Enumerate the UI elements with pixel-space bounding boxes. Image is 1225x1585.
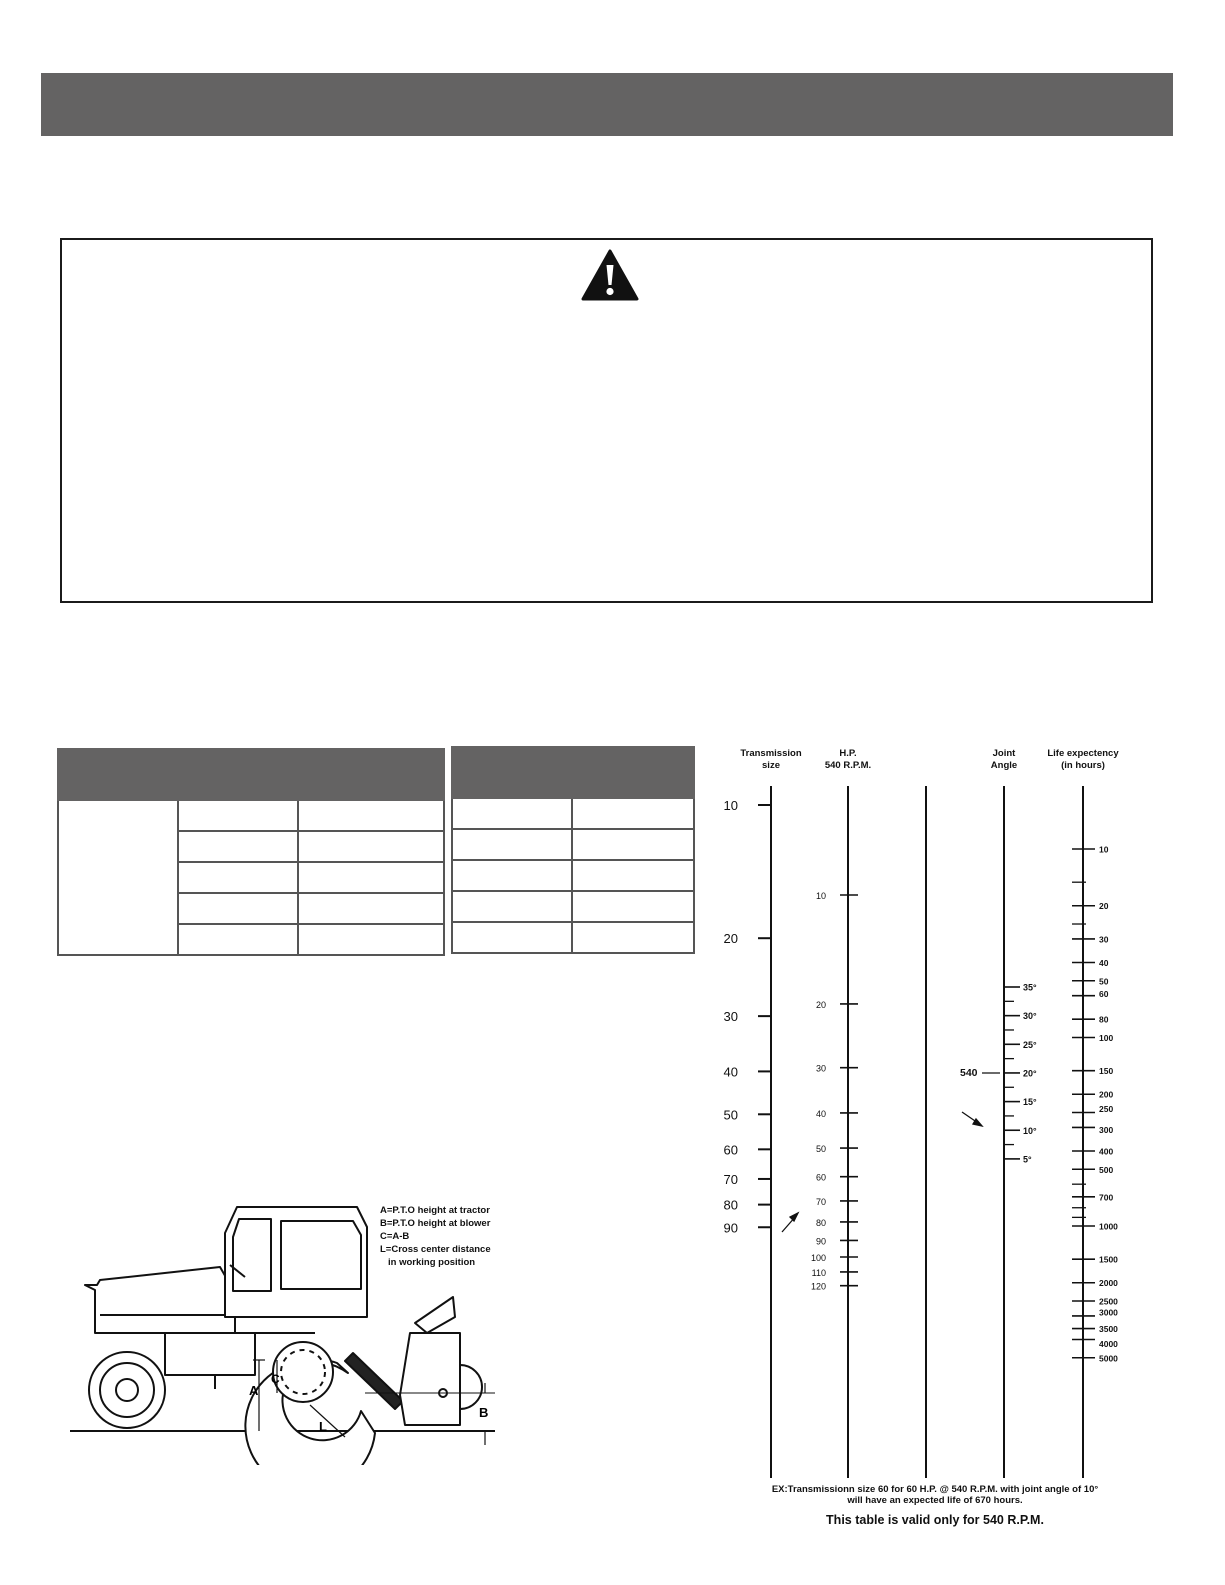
life-tick-label: 80	[1099, 1014, 1109, 1025]
joint-angle-tick-label: 5°	[1023, 1154, 1032, 1165]
life-tick-label: 30	[1099, 934, 1109, 945]
life-tick-label: 10	[1099, 844, 1109, 855]
life-tick-label: 5000	[1099, 1353, 1118, 1364]
joint-angle-tick-label: 20°	[1023, 1068, 1037, 1079]
spec-table-left	[57, 748, 445, 956]
life-tick-label: 250	[1099, 1104, 1114, 1115]
joint-marker-label: 540	[960, 1067, 978, 1079]
header-joint: Joint	[992, 748, 1016, 759]
hp-tick-label: 80	[815, 1217, 826, 1228]
joint-angle-tick-label: 15°	[1023, 1097, 1037, 1108]
transmission-tick-label: 50	[723, 1107, 738, 1123]
legend-l-cont: in working position	[388, 1257, 476, 1268]
life-tick-label: 40	[1099, 957, 1109, 968]
joint-angle-tick-label: 25°	[1023, 1039, 1037, 1050]
transmission-tick-label: 70	[723, 1171, 738, 1187]
hp-tick-label: 10	[815, 891, 826, 901]
label-a: A	[249, 1383, 259, 1398]
hp-tick-label: 120	[810, 1281, 826, 1292]
life-tick-label: 400	[1099, 1146, 1114, 1157]
legend-a: A=P.T.O height at tractor	[380, 1205, 490, 1216]
hp-tick-label: 30	[815, 1063, 826, 1074]
spec-table-right	[451, 746, 695, 954]
life-tick-label: 1000	[1099, 1221, 1118, 1232]
table-row	[452, 829, 694, 860]
transmission-tick-label: 20	[723, 931, 738, 947]
life-tick-label: 500	[1099, 1164, 1114, 1175]
life-tick-label: 300	[1099, 1124, 1114, 1135]
header-transmission: Transmission	[740, 748, 802, 759]
legend-c: C=A-B	[380, 1231, 410, 1242]
blower-body	[400, 1333, 460, 1425]
label-b: B	[479, 1405, 489, 1420]
hp-tick-label: 50	[815, 1144, 826, 1155]
tractor-pto-diagram	[65, 1205, 525, 1465]
header-hp-rpm: 540 R.P.M.	[824, 760, 872, 771]
label-c: C	[271, 1372, 280, 1386]
life-tick-label: 2000	[1099, 1278, 1118, 1289]
joint-angle-tick-label: 30°	[1023, 1011, 1037, 1022]
header-life-hours: (in hours)	[1061, 760, 1105, 771]
legend-b: B=P.T.O height at blower	[380, 1218, 491, 1229]
life-tick-label: 100	[1099, 1033, 1114, 1043]
transmission-tick-label: 30	[723, 1009, 738, 1025]
life-tick-label: 2500	[1099, 1296, 1118, 1307]
life-tick-label: 20	[1099, 901, 1109, 912]
life-tick-label: 150	[1099, 1066, 1114, 1077]
hp-tick-label: 110	[811, 1267, 826, 1278]
header-transmission-size: size	[762, 760, 780, 771]
blower-chute	[415, 1297, 455, 1333]
hp-tick-label: 70	[815, 1196, 826, 1207]
transmission-tick-label: 10	[723, 798, 738, 813]
header-joint-angle: Angle	[990, 760, 1018, 771]
pto-shaft	[345, 1353, 403, 1409]
table-row	[452, 922, 694, 953]
hp-tick-label: 90	[815, 1236, 826, 1247]
transmission-tick-label: 80	[723, 1197, 738, 1213]
life-tick-label: 3000	[1099, 1307, 1118, 1318]
label-l: L	[319, 1419, 327, 1434]
example-text: EX:Transmissionn size 60 for 60 H.P. @ 540 R.P.M. with joint angle of 10°	[771, 1484, 1099, 1495]
nomograph-footer: This table is valid only for 540 R.P.M.	[826, 1513, 1044, 1527]
life-tick-label: 60	[1099, 989, 1109, 1000]
example-text-2: will have an expected life of 670 hours.	[847, 1495, 1023, 1506]
transmission-tick-label: 40	[723, 1064, 738, 1080]
hp-tick-label: 20	[815, 999, 826, 1010]
life-tick-label: 1500	[1099, 1254, 1118, 1265]
warning-box	[60, 238, 1153, 603]
joint-angle-tick-label: 10°	[1023, 1125, 1037, 1136]
life-tick-label: 3500	[1099, 1324, 1118, 1335]
transmission-tick-label: 90	[723, 1220, 738, 1236]
legend-l: L=Cross center distance	[380, 1244, 491, 1255]
table-header-row	[452, 747, 694, 798]
header-life: Life expectency	[1047, 748, 1119, 759]
life-tick-label: 700	[1099, 1192, 1114, 1203]
hp-tick-label: 40	[815, 1108, 826, 1119]
transmission-tick-label: 60	[723, 1142, 738, 1158]
table-header-row	[58, 749, 444, 800]
life-tick-label: 50	[1099, 976, 1109, 987]
hp-tick-label: 60	[815, 1172, 826, 1183]
transmission-life-nomograph	[700, 740, 1120, 1510]
joint-angle-tick-label: 35°	[1023, 982, 1037, 993]
table-row	[452, 891, 694, 922]
life-tick-label: 4000	[1099, 1338, 1118, 1349]
tractor-hood	[85, 1267, 235, 1333]
table-row	[58, 800, 444, 831]
life-tick-label: 200	[1099, 1089, 1114, 1100]
section-header-bar	[41, 73, 1173, 136]
warning-triangle-icon	[581, 249, 639, 301]
table-row	[452, 798, 694, 829]
table-row	[452, 860, 694, 891]
header-hp: H.P.	[839, 748, 857, 759]
hp-tick-label: 100	[810, 1253, 826, 1263]
